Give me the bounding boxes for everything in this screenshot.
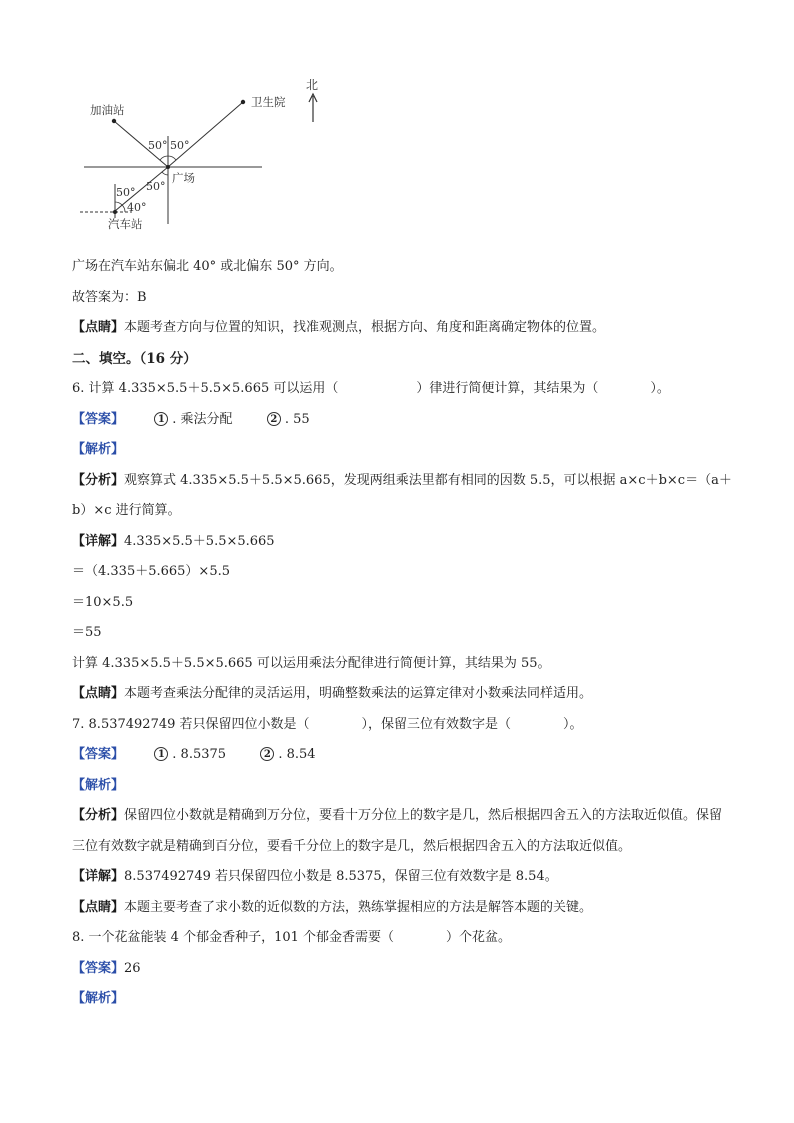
- q6-fx-text: 观察算式 4.335×5.5＋5.5×5.665，发现两组乘法里都有相同的因数 5.5，可以根据 a×c＋b×c＝（a＋b）×c 进行简算。: [72, 472, 732, 518]
- q6-analysis-label: 【解析】: [72, 442, 125, 457]
- angle-label-b: 50°: [170, 139, 190, 152]
- q7-dj-text: 本题主要考查了求小数的近似数的方法，熟练掌握相应的方法是解答本题的关键。: [124, 899, 593, 915]
- q6-analysis: [72, 466, 732, 527]
- q6-detail: [72, 527, 732, 558]
- bus-station-point: [113, 210, 117, 214]
- angle-arc-square-lower: [162, 172, 168, 175]
- q7-answer-1: . 8.5375: [172, 747, 227, 762]
- q8-answer-value: 26: [124, 960, 141, 976]
- q6-tip: [72, 679, 732, 710]
- q6-conclusion: 计算 4.335×5.5＋5.5×5.665 可以运用乘法分配律进行简便计算，其结果为 55。: [72, 655, 551, 671]
- q7-answer-number-2: 2: [260, 747, 274, 761]
- q7-xj-text: 8.537492749 若只保留四位小数是 8.5375，保留三位有效数字是 8.54。: [124, 869, 558, 884]
- conclusion-line: 广场在汽车站东偏北 40° 或北偏东 50° 方向。: [72, 259, 343, 274]
- clinic-point: [241, 100, 245, 104]
- q7-analysis-label: 【解析】: [72, 777, 125, 793]
- q6-answer-number-2: 2: [267, 412, 281, 426]
- tip-text: 本题考查方向与位置的知识，找准观测点，根据方向、角度和距离确定物体的位置。: [124, 320, 606, 335]
- q7-answer-label: 【答案】: [72, 747, 125, 762]
- q7-tip: [72, 893, 732, 924]
- q7-detail: [72, 862, 732, 893]
- clinic-label: 卫生院: [251, 95, 286, 109]
- q7-answer-number-1: 1: [154, 747, 168, 761]
- q6-fx-tag: 【分析】: [72, 472, 125, 488]
- q6-answer-2: . 55: [284, 411, 310, 427]
- q7-answer: [72, 740, 732, 771]
- q6-answer-label: 【答案】: [72, 411, 125, 427]
- q8-analysis-label: 【解析】: [72, 991, 125, 1006]
- section-title: 二、填空。（16 分）: [72, 350, 197, 367]
- document-body: [72, 252, 732, 1015]
- gas-station-point: [112, 119, 116, 123]
- angle-label-c: 50°: [146, 180, 166, 193]
- square-point: [166, 165, 170, 169]
- q8-answer: [72, 954, 732, 985]
- tip-line: [72, 313, 732, 344]
- question-6: 6. 计算 4.335×5.5＋5.5×5.665 可以运用（ ）律进行简便计算，其结果为（ ）。: [72, 381, 670, 396]
- angle-label-a: 50°: [148, 139, 168, 152]
- q6-step-2: ＝10×5.5: [72, 594, 134, 610]
- q6-answer-1: . 乘法分配: [172, 411, 233, 427]
- q8-answer-label: 【答案】: [72, 960, 125, 976]
- q7-analysis: [72, 801, 732, 862]
- q6-answer-number-1: 1: [154, 412, 168, 426]
- angle-label-d: 50°: [116, 186, 136, 199]
- square-label: 广场: [172, 171, 195, 185]
- tip-tag: 【点睛】: [72, 320, 125, 335]
- question-8: 8. 一个花盆能装 4 个郁金香种子，101 个郁金香需要（ ）个花盆。: [72, 930, 512, 945]
- north-label: 北: [306, 78, 319, 92]
- q6-answer: [72, 405, 732, 436]
- question-7: 7. 8.537492749 若只保留四位小数是（ ），保留三位有效数字是（ ）。: [72, 716, 583, 732]
- q6-dj-text: 本题考查乘法分配律的灵活运用，明确整数乘法的运算定律对小数乘法同样适用。: [124, 686, 593, 701]
- q6-dj-tag: 【点睛】: [72, 686, 125, 701]
- q7-fx-text: 保留四位小数就是精确到万分位，要看十万分位上的数字是几，然后根据四舍五入的方法取近似值。保留三位有效数字就是精确到百分位，要看千分位上的数字是几，然后根据四舍五入的方法取近似值。: [72, 808, 723, 854]
- q6-step-3: ＝55: [72, 625, 102, 640]
- q7-xj-tag: 【详解】: [72, 869, 125, 884]
- q7-fx-tag: 【分析】: [72, 808, 125, 823]
- q7-answer-2: . 8.54: [278, 747, 316, 762]
- angle-label-e: 40°: [127, 201, 147, 214]
- q6-xj-tag: 【详解】: [72, 533, 125, 549]
- line-to-clinic: [168, 102, 243, 167]
- answer-line: 故答案为：B: [72, 289, 147, 305]
- bus-station-label: 汽车站: [108, 217, 143, 231]
- q6-step-1: ＝（4.335＋5.665）×5.5: [72, 564, 230, 579]
- q6-xj-text: 4.335×5.5＋5.5×5.665: [124, 533, 275, 549]
- q7-dj-tag: 【点睛】: [72, 899, 125, 915]
- direction-diagram: [70, 72, 340, 242]
- gas-station-label: 加油站: [90, 103, 125, 117]
